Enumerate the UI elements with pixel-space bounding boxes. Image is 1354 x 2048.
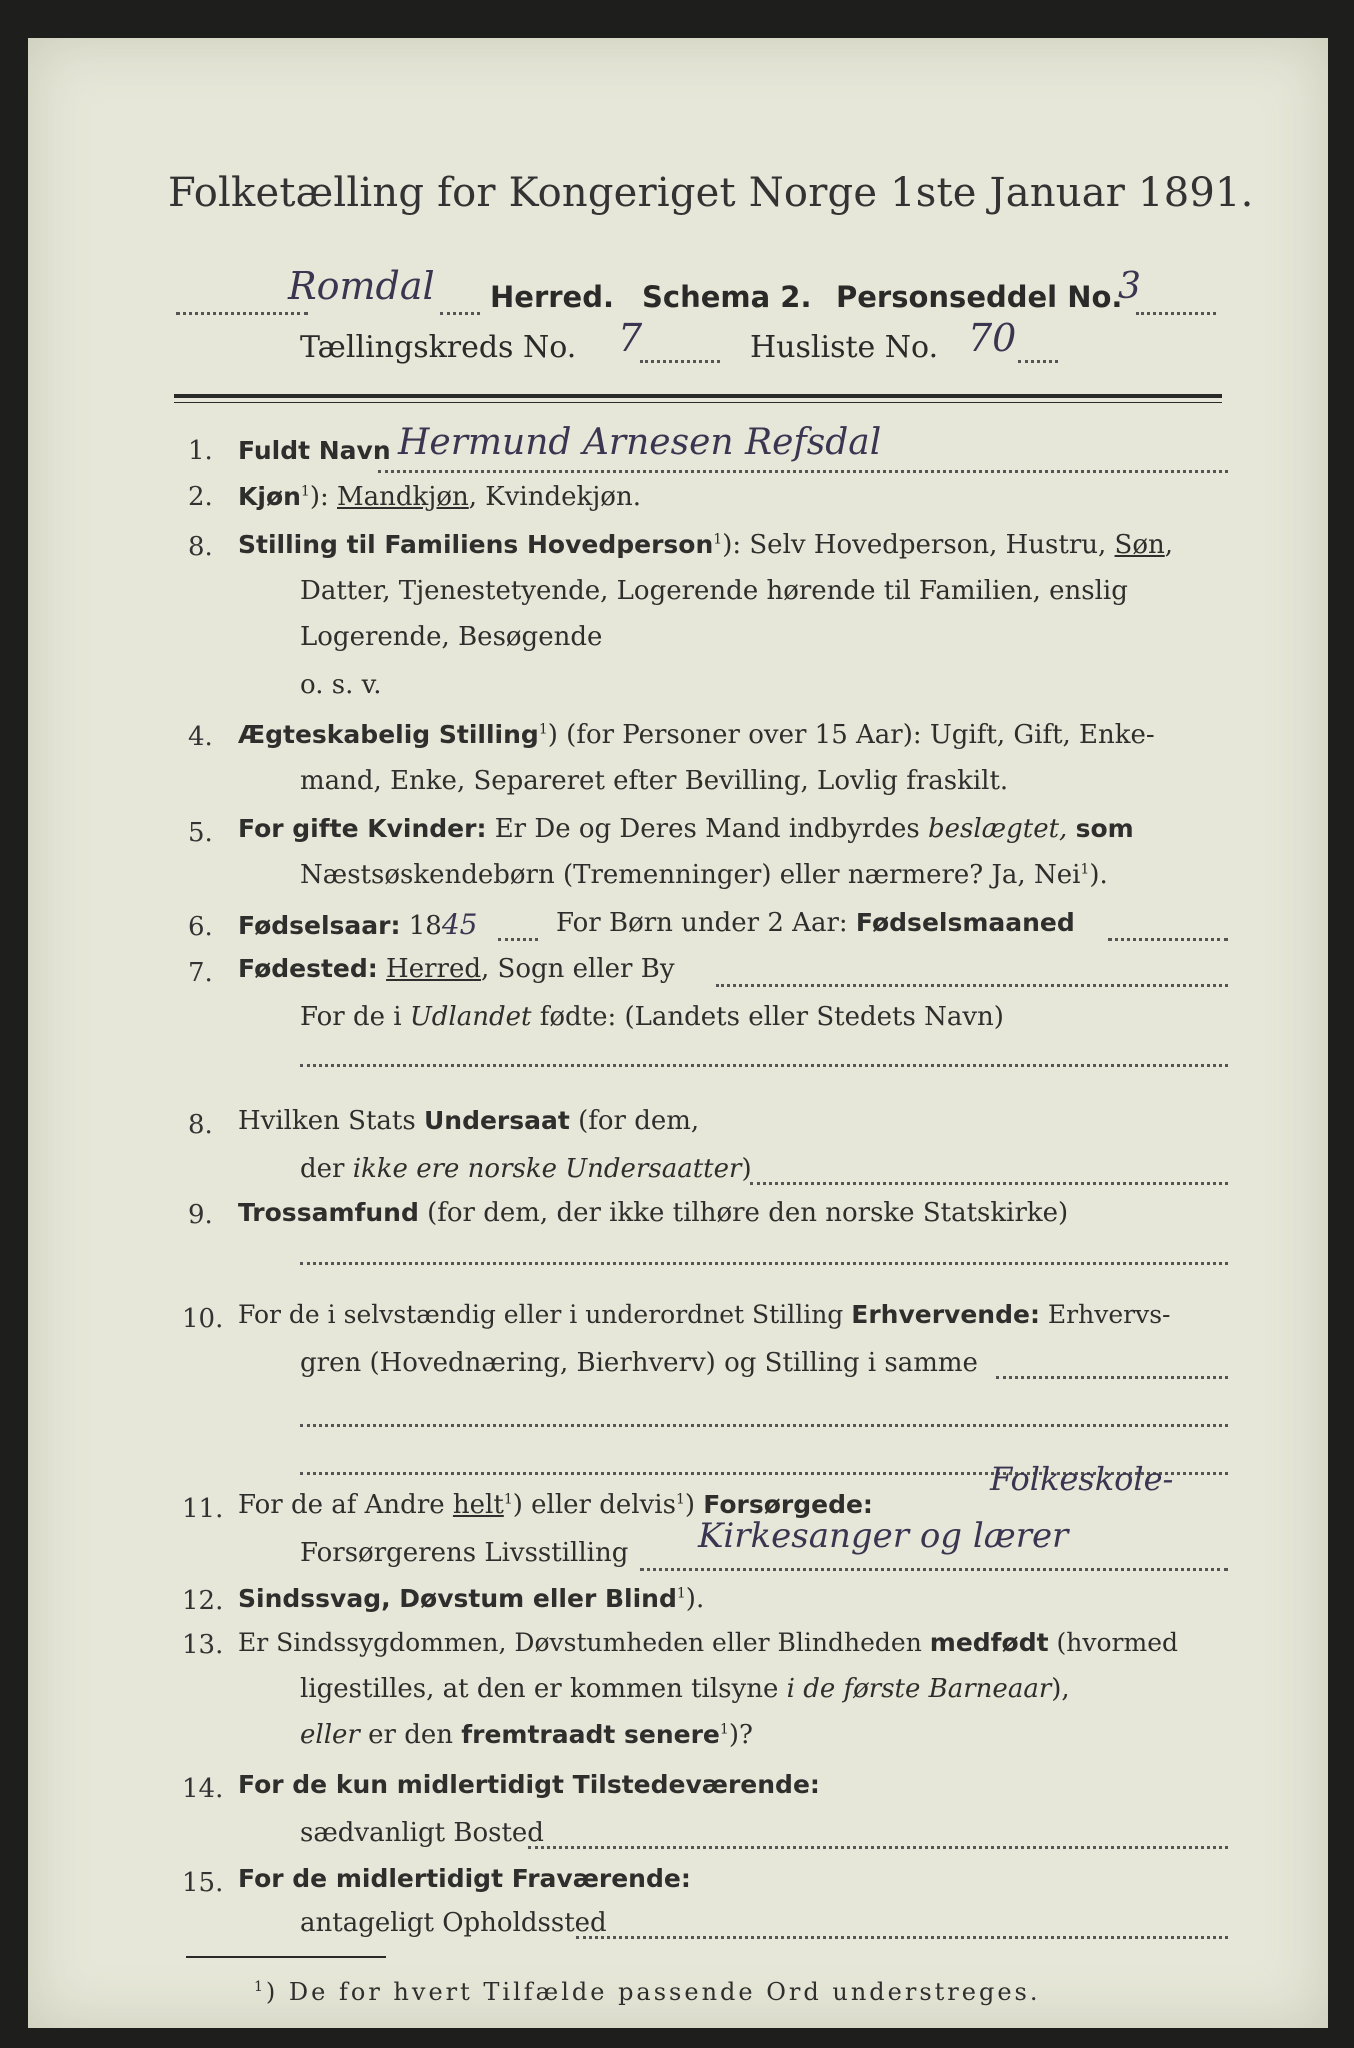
item-7-dotted-line-2 [300, 1062, 1228, 1067]
husliste-value: 70 [968, 316, 1017, 360]
herred-label: Herred. [490, 280, 614, 314]
item-7-text-c: fødte: (Landets eller Stedets Navn) [539, 1002, 1004, 1032]
item-11-handwritten-1: Folkeskole- [990, 1460, 1174, 1498]
item-2-rest: , Kvindekjøn. [468, 482, 641, 512]
item-1-value: Hermund Arnesen Refsdal [398, 422, 882, 463]
item-3-number: 8. [188, 532, 213, 562]
item-6-text-c: Fødselsmaaned [855, 908, 1075, 937]
item-13-text-c: ligestilles, at den er kommen tilsyne [300, 1674, 779, 1704]
item-8-text-a: Hvilken Stats [238, 1106, 416, 1136]
item-6-dotted-line-b [1108, 936, 1228, 941]
item-3-text-d: o. s. v. [300, 670, 382, 700]
item-11-dotted-line [640, 1566, 1228, 1571]
item-3-text-a: Selv Hovedperson, Hustru, [749, 530, 1107, 560]
item-5-number: 5. [188, 818, 213, 848]
item-3-text-c: Logerende, Besøgende [300, 622, 603, 652]
item-6-year-prefix: 18 [408, 911, 442, 941]
item-9-number: 9. [188, 1200, 213, 1230]
item-13-number: 13. [182, 1630, 224, 1660]
item-15-number: 15. [182, 1868, 224, 1898]
personseddel-value: 3 [1118, 266, 1141, 307]
item-7-text-a: , Sogn eller By [481, 954, 675, 984]
item-13-label-2: fremtraadt senere [461, 1720, 720, 1749]
husliste-dotted-line [1018, 358, 1058, 363]
item-14-dotted-line [528, 1844, 1228, 1849]
item-13-text-eller: eller [300, 1720, 360, 1750]
item-4-text-b: mand, Enke, Separeret efter Bevilling, Lovlig fraskilt. [300, 766, 1009, 796]
item-15-dotted-line [576, 1934, 1228, 1939]
herred-dotted-line-2 [440, 310, 480, 315]
item-7-option-herred: Herred [386, 954, 481, 984]
item-5-text-italic: beslægtet, [927, 814, 1068, 844]
item-8-dotted-line [750, 1180, 1228, 1185]
schema-label: Schema 2. [642, 280, 812, 314]
item-14-text-b: sædvanligt Bosted [300, 1818, 544, 1848]
form-title: Folketælling for Kongeriget Norge 1ste Januar 1891. [168, 170, 1254, 216]
item-8-label: Undersaat [423, 1106, 570, 1135]
item-8-number: 8. [188, 1110, 213, 1140]
item-12-label: Sindssvag, Døvstum eller Blind [238, 1584, 677, 1613]
item-2-option-mandkjon: Mandkjøn [337, 482, 469, 512]
item-7-text-b: For de i [300, 1002, 402, 1032]
herred-value: Romdal [288, 264, 435, 308]
kreds-label: Tællingskreds No. [300, 330, 577, 365]
item-7-text-italic: Udlandet [409, 1002, 532, 1032]
item-1-number: 1. [188, 436, 213, 466]
item-11-text-c: Forsørgerens Livsstilling [300, 1538, 629, 1568]
item-10-text-b: Erhvervs- [1047, 1300, 1171, 1329]
item-2-sup: 1 [300, 483, 310, 500]
item-10-dotted-line-2 [300, 1422, 1228, 1427]
item-7-number: 7. [188, 958, 213, 988]
item-11-handwritten-2: Kirkesanger og lærer [698, 1516, 1069, 1556]
item-11-label: Forsørgede: [703, 1490, 873, 1519]
census-form-sheet: Folketælling for Kongeriget Norge 1ste Januar 1891. Romdal Herred. Schema 2. Personseddel No. 3 Tællingskreds No. 7 Husliste No. 70 1. Fuldt Navn Hermund Arnesen Refsdal 2. Kjøn$^1$): Mandkjøn, Kvindekjøn. 8. Stilling til Familiens Hovedperson$^1$): Selv Hovedperson, Hustru, Søn, Datter, Tjenestetyende, Logerende hørende til Familien, enslig Logerende, Besøgende o. s. v. 4. Ægteskabelig Stilling$^1$) (for Personer over 15 Aar): Ugift, Gift, Enke- mand, Enke, Separeret efter Bevilling, Lovlig fraskilt. 5. For gifte Kvinder: Er De og Deres Mand indbyrdes beslægtet, som Næstsøskendebørn (Tremenninger) eller nærmere? Ja, Nei$^1$). 6. Fødselsaar: 1845 For Børn under 2 Aar: Fødselsmaaned 7. Fødested: Herred, Sogn eller By For de i Udlandet fødte: (Landets eller Stedets Navn) 8. Hvilken Stats Undersaat (for dem, der ikke ere norske Undersaatter) 9. Trossamfund (for dem, der ikke tilhøre den norske Statskirke) 10. For de i selvstændig eller i underordnet Stilling Erhvervende: Erhvervs- gren (Hovednæring, Bierhverv) og Stilling i samme 11. For de af Andre helt$^1$) eller delvis$^1$) Forsørgede: Folkeskole- Forsørgerens Livsstilling Kirkesanger og lærer 12. Sindssvag, Døvstum eller Blind$^1$). 13. Er Sindssygdommen, Døvstumheden eller Blindheden medfødt (hvormed ligestilles, at den er kommen tilsyne i de første Barneaar), eller er den fremtraadt senere$^1$)? 14. For de kun midlertidigt Tilstedeværende: sædvanligt Bosted 15. For de midlertidigt Fraværende: antageligt Opholdssted $^1$) De for hvert Tilfælde passende Ord understreges. [28, 38, 1328, 2028]
item-7-dotted-line [716, 982, 1228, 987]
item-11-text-a: For de af Andre [238, 1490, 445, 1520]
item-14-number: 14. [182, 1774, 224, 1804]
item-10-text-c: gren (Hovednæring, Bierhverv) og Stilling i samme [300, 1348, 978, 1378]
personseddel-dotted-line [1136, 310, 1216, 315]
kreds-value: 7 [618, 316, 643, 360]
item-3-text-b: Datter, Tjenestetyende, Logerende hørende til Familien, enslig [300, 576, 1128, 606]
item-8-text-b: (for dem, [578, 1106, 700, 1136]
item-2-number: 2. [188, 482, 213, 512]
item-1-label: Fuldt Navn [238, 436, 391, 465]
item-4-text-a: (for Personer over 15 Aar): Ugift, Gift, Enke- [566, 720, 1155, 750]
item-14-label: For de kun midlertidigt Tilstedeværende: [238, 1770, 820, 1799]
item-15-label: For de midlertidigt Fraværende: [238, 1864, 691, 1893]
item-10-number: 10. [182, 1304, 224, 1334]
item-5-text-b: som [1075, 814, 1134, 843]
footnote-mark: 1 [254, 1979, 266, 1995]
item-2-label: Kjøn [238, 482, 301, 511]
item-8-text-italic: ikke ere norske Undersaatter [352, 1154, 742, 1184]
personseddel-label: Personseddel No. [836, 280, 1123, 314]
item-6-dotted-line-a [498, 936, 538, 941]
item-5-text-a: Er De og Deres Mand indbyrdes [494, 814, 920, 844]
item-7-label: Fødested: [238, 954, 378, 983]
item-3-label: Stilling til Familiens Hovedperson [238, 530, 714, 559]
item-13-label: medfødt [929, 1628, 1049, 1657]
item-10-text-a: For de i selvstændig eller i underordnet Stilling [238, 1300, 844, 1329]
item-13-text-italic: i de første Barneaar [786, 1674, 1052, 1704]
item-4-label: Ægteskabelig Stilling [238, 720, 539, 749]
item-1-dotted-line [378, 468, 1228, 473]
item-6-number: 6. [188, 912, 213, 942]
footnote-text: De for hvert Tilfælde passende Ord understreges. [288, 1978, 1041, 2006]
item-4-number: 4. [188, 722, 213, 752]
kreds-dotted-line [640, 358, 720, 363]
item-15-text-b: antageligt Opholdssted [300, 1908, 607, 1938]
item-9-text-a: (for dem, der ikke tilhøre den norske Statskirke) [427, 1198, 1069, 1228]
item-5-label: For gifte Kvinder: [238, 814, 487, 843]
item-9-dotted-line [300, 1260, 1228, 1265]
item-9-label: Trossamfund [238, 1198, 419, 1227]
header-rule [174, 394, 1222, 398]
item-3-option-son: Søn [1114, 530, 1165, 560]
item-13-text-a: Er Sindssygdommen, Døvstumheden eller Blindheden [238, 1628, 922, 1657]
item-6-year-value: 45 [441, 908, 478, 941]
herred-dotted-line [176, 310, 308, 315]
item-6-text-b: For Børn under 2 Aar: [556, 908, 848, 938]
item-6-label: Fødselsaar: [238, 911, 401, 940]
item-13-text-b: (hvormed [1056, 1628, 1179, 1657]
item-13-text-d: er den [368, 1720, 453, 1750]
item-8-text-c: der [300, 1154, 345, 1184]
item-10-dotted-line [996, 1374, 1228, 1379]
item-11-number: 11. [182, 1494, 224, 1524]
footnote-rule [186, 1956, 386, 1958]
item-11-option-helt: helt [452, 1490, 504, 1520]
item-11-text-b: ) eller delvis [512, 1490, 676, 1520]
item-5-text-c: Næstsøskendebørn (Tremenninger) eller nærmere? Ja, Nei [300, 860, 1081, 890]
item-10-label: Erhvervende: [851, 1300, 1040, 1329]
header-rule-thin [174, 402, 1222, 403]
husliste-label: Husliste No. [750, 330, 939, 365]
item-12-number: 12. [182, 1586, 224, 1616]
item-2-colon: ): [309, 482, 329, 512]
